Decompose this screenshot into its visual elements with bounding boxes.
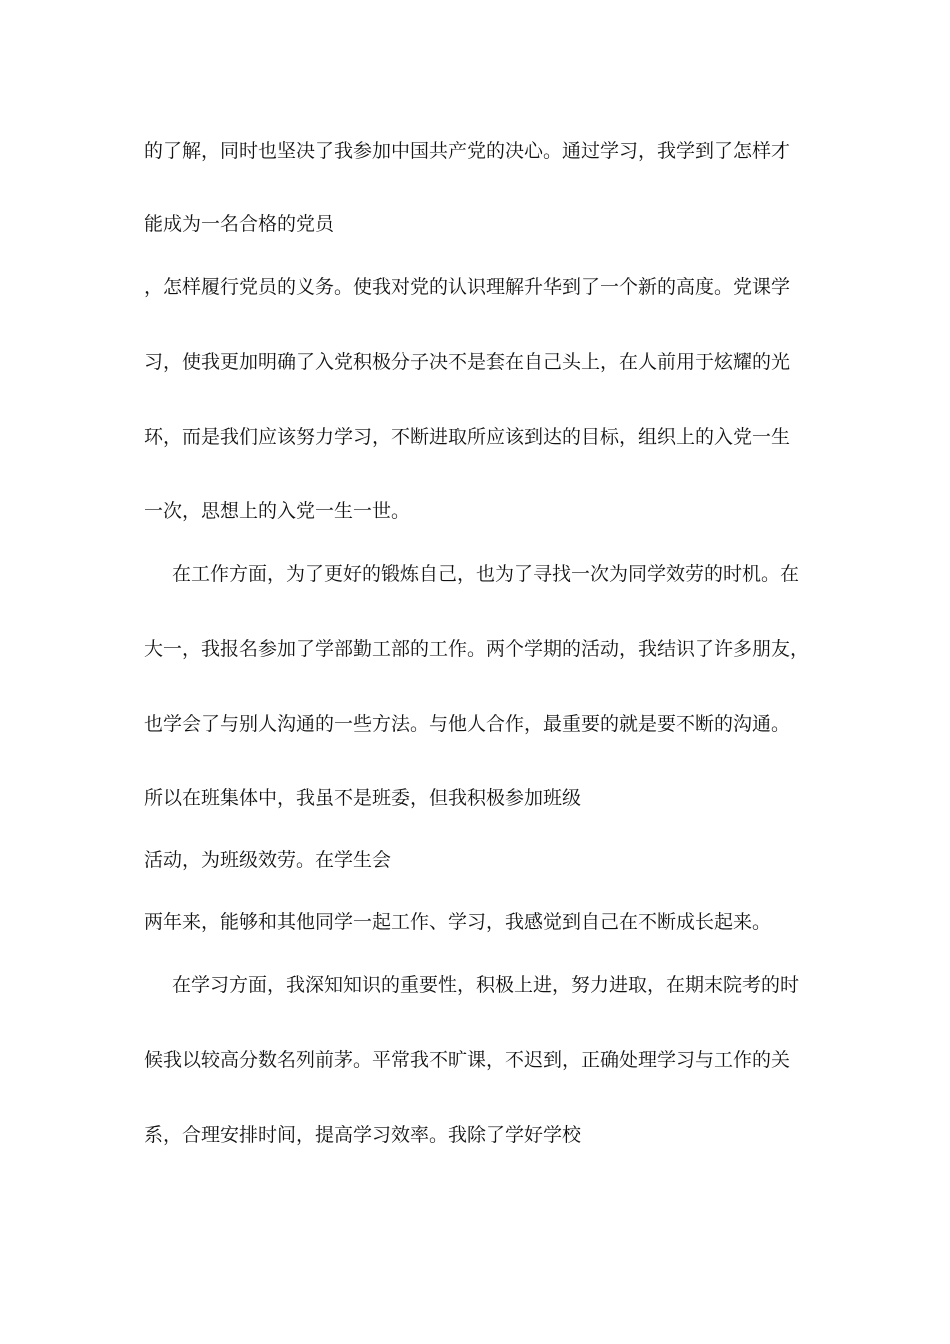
text-line: 两年来，能够和其他同学一起工作、学习，我感觉到自己在不断成长起来。 xyxy=(144,911,772,933)
text-line: 候我以较高分数名列前茅。平常我不旷课，不迟到，正确处理学习与工作的关 xyxy=(144,1049,791,1071)
text-line: 活动，为班级效劳。在学生会 xyxy=(144,849,392,871)
paragraph-first-line: 在学习方面，我深知知识的重要性，积极上进，努力进取，在期末院考的时 xyxy=(172,974,800,996)
paragraph-first-line: 在工作方面，为了更好的锻炼自己，也为了寻找一次为同学效劳的时机。在 xyxy=(172,563,800,585)
text-line: 一次，思想上的入党一生一世。 xyxy=(144,500,411,522)
text-line: 能成为一名合格的党员 xyxy=(144,213,335,235)
text-line: 习，使我更加明确了入党积极分子决不是套在自己头上，在人前用于炫耀的光 xyxy=(144,351,791,373)
text-line: ，怎样履行党员的义务。使我对党的认识理解升华到了一个新的高度。党课学 xyxy=(144,276,791,298)
text-line: 所以在班集体中，我虽不是班委，但我积极参加班级 xyxy=(144,787,582,809)
text-line: 系，合理安排时间，提高学习效率。我除了学好学校 xyxy=(144,1124,582,1146)
text-line: 环，而是我们应该努力学习，不断进取所应该到达的目标，组织上的入党一生 xyxy=(144,426,791,448)
text-line: 大一，我报名参加了学部勤工部的工作。两个学期的活动，我结识了许多朋友， xyxy=(144,638,810,660)
text-line: 也学会了与别人沟通的一些方法。与他人合作，最重要的就是要不断的沟通。 xyxy=(144,713,791,735)
text-line: 的了解，同时也坚决了我参加中国共产党的决心。通过学习，我学到了怎样才 xyxy=(144,140,791,162)
